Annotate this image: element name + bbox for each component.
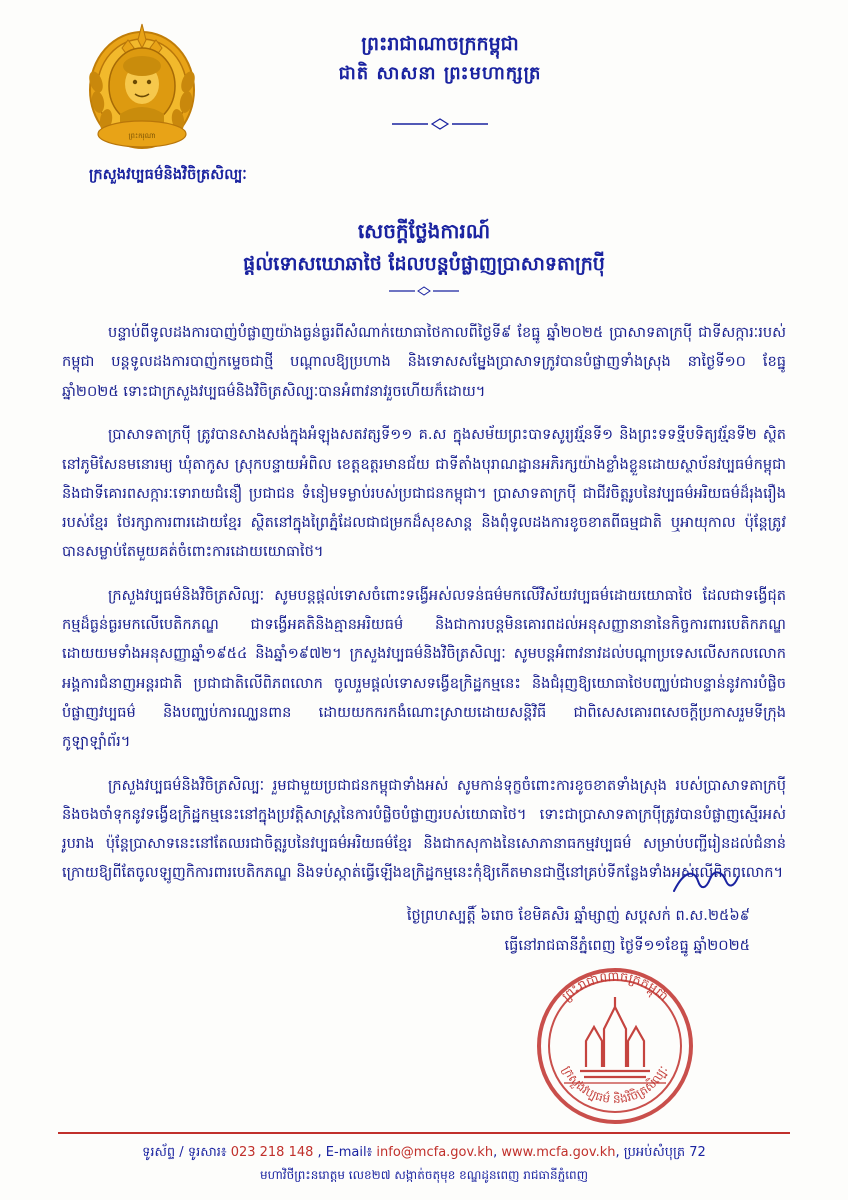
footer-pobox-label: , ប្រអប់សំបុត្រ	[615, 1145, 690, 1161]
footer-phone-label: ទូរស័ព្ទ / ទូរសារ៖	[142, 1145, 231, 1161]
footer-phone-number: 023 218 148	[230, 1145, 314, 1161]
document-title	[0, 214, 848, 296]
handwritten-signature-icon	[670, 865, 740, 899]
footer-sep-1: ,	[493, 1145, 502, 1161]
footer-website-link[interactable]: www.mcfa.gov.kh	[501, 1145, 616, 1161]
ministry-label: ក្រសួងវប្បធម៌និងវិចិត្រសិល្បៈ	[89, 167, 247, 183]
royal-cambodia-emblem-icon	[82, 22, 202, 152]
svg-text:ព្រះរាជាណាចក្រកម្ពុជា: ព្រះរាជាណាចក្រកម្ពុជា	[559, 969, 671, 1005]
footer-contact-line	[0, 1142, 848, 1165]
paragraph-1: បន្ទាប់ពីទូលដងការបាញ់បំផ្លាញយ៉ាងធ្ងន់ធ្ងរពីសំណាក់យោធាថៃកាលពីថ្ងៃទី៩ ខែធ្នូ ឆ្នាំ២០២៥ ប្រាសាទតាក្រប៉ី ជាទីសក្ការៈរបស់កម្ពុជា បន្តទូលដងការបាញ់កម្ទេចជាថ្មី បណ្តាលឱ្យប្រហាង និងទោសសម្ផ្នែងប្រាសាទក្រូវបានបំផ្លាញទាំងស្រុង នាថ្ងៃទី១០ ខែធ្នូ ឆ្នាំ២០២៥ ទោះជាក្រសួងវប្បធម៌និងវិចិត្រសិល្បៈបានអំពាវនាវរួចហើយក៏ដោយ។	[62, 324, 786, 400]
official-round-stamp-icon	[524, 955, 706, 1137]
ornamental-divider-top	[392, 118, 488, 130]
kingdom-line-2: ជាតិ សាសនា ព្រះមហាក្សត្រ	[338, 63, 542, 85]
title-line-2: ផ្តល់ទោសឃោឆាថៃ ដែលបន្តបំផ្លាញប្រាសាទតាក្រប៉ី	[243, 253, 605, 275]
document-body	[62, 318, 786, 887]
title-line-1: សេចក្តីថ្លែងការណ៍	[357, 219, 491, 243]
footer-divider	[58, 1132, 790, 1134]
paragraph-2: ប្រាសាទតាក្រប៉ី ត្រូវបានសាងសង់ក្នុងអំឡុងសតវត្សទី១១ គ.ស ក្នុងសម័យព្រះបាទសូរ្យវរ្ម័នទី១ និងព្រះទទទ្មីបទិត្យវរ្ម័នទី២ ស្ថិតនៅភូមិសែនមនោរម្យ ឃុំតាកូស ស្រុកបន្ទាយអំពិល ខេត្តឧត្តរមានជ័យ ជាទីតាំងបុរាណដ្ឋានអភិរក្សយ៉ាងខ្លាំងខ្លួនដោយស្ថាប័នវប្បធម៌កម្ពុជា និងជាទីគោរពសក្ការៈទោរាយជំនឿ ប្រជាជន ទំនៀមទម្លាប់របស់ប្រជាជនកម្ពុជា។ ប្រាសាទតាក្រប៉ី ជាជីវចិត្តរូបនៃវប្បធម៌អរិយធម៌ដ៏រុងរឿងរបស់ខ្មែរ ថែរក្សាការពារដោយខ្មែរ ស្ថិតនៅក្នុងព្រៃភ្នំដែលជាជម្រកដ៏សុខសាន្ត និងពុំទូលដងការខូចខាតពីធម្មជាតិ ឬអាយុកាល ប៉ុន្តែត្រូវបានសម្លាប់តែមួយគត់ចំពោះការដោយយោធាថៃ។	[62, 426, 786, 561]
ornamental-divider-title	[389, 286, 459, 296]
signature-date-line: ថ្ងៃព្រហស្បត្តិ៍ ៦រោច ខែមិគសិរ ឆ្នាំម្សាញ់ សប្តសក់ ព.ស.២៥៦៩	[406, 907, 750, 925]
paragraph-4: ក្រសួងវប្បធម៌និងវិចិត្រសិល្បៈ រួមជាមួយប្រជាជនកម្ពុជាទាំងអស់ សូមកាន់ទុក្ខចំពោះការខូចខាតទាំងស្រុង របស់ប្រាសាទតាក្រប៉ី និងចងចាំទុកនូវទង្វើឧក្រិដ្ឋកម្មនេះនៅក្នុងប្រវត្តិសាស្ត្រនៃការបំផ្លិចបំផ្លាញរបស់យោធាថៃ។ ទោះជាប្រាសាទតាក្រប៉ីត្រូវបានបំផ្លាញស្មើរអស់រូបរាង ប៉ុន្តែប្រាសាទនេះនៅតែឈរជាចិត្តរូបនៃវប្បធម៌អរិយធម៌ខ្មែរ និងជាកសុកាងនៃសោភានាធកម្មវប្បធម៌ សម្រាប់បញ្ជីរៀនដល់ជំនាន់ក្រោយឱ្យពីតែចូលឡូញកិការពារបេតិកភណ្ឌ និងទប់ស្កាត់ធ្វើឡើងឧក្រិដ្ឋកម្មនេះកុំឱ្យកើតមានជាថ្មីនៅគ្រប់ទីកន្លែងទាំងអស់លើពិភពលោក។	[62, 776, 786, 882]
kingdom-line-1: ព្រះរាជាណាចក្រកម្ពុជា	[361, 33, 519, 55]
footer-email-address[interactable]: info@mcfa.gov.kh	[376, 1145, 494, 1161]
svg-text:ព្រះករុណា: ព្រះករុណា	[128, 132, 156, 140]
document-header	[0, 0, 848, 200]
kingdom-heading	[240, 30, 640, 89]
signature-place-line: ធ្វើនៅរាជធានីភ្នំពេញ ថ្ងៃទី១១ខែធ្នូ ឆ្នាំ២០២៥	[504, 936, 750, 954]
signature-block	[62, 901, 786, 959]
svg-text:ក្រសួងវប្បធម៌ និងវិចិត្រសិល្បៈ: ក្រសួងវប្បធម៌ និងវិចិត្រសិល្បៈ	[559, 1063, 671, 1107]
paragraph-3: ក្រសួងវប្បធម៌និងវិចិត្រសិល្បៈ សូមបន្តផ្តល់ទោសចំពោះទង្វើអស់លទន់ធម៌មកលើវិស័យវប្បធម៌ដោយយោធាថៃ ដែលជាទង្វើជុតកម្មដ៏ធ្ងន់ធ្ងរមកលើបេតិកភណ្ឌ ជាទង្វើអគតិនិងគ្មានអរិយធម៌ និងជាការបន្តមិនគោរពដល់អនុសញ្ញានានានៃកិច្ចការពារបេតិកភណ្ឌ ដោយយមទាំងអនុសញ្ញាឆ្នាំ១៩៥៤ និងឆ្នាំ១៩៧២។ ក្រសួងវប្បធម៌និងវិចិត្រសិល្បៈ សូមបន្តអំពាវនាវដល់បណ្តាប្រទេសលើសកលលោក អង្គការជំនាញអន្តរជាតិ ប្រជាជាតិលើពិភពលោក ចូលរួមផ្តល់ទោសទង្វើឧក្រិដ្ឋកម្មនេះ និងជំរុញឱ្យយោធាថៃបញ្ឈប់ជាបន្ទាន់នូវការបំផ្លិចបំផ្លាញវប្បធម៌ និងបញ្ឈប់ការណ្ឈនពាន ដោយយកករកងំណោះស្រាយដោយសន្តិវិធី ជាពិសេសគោរពសេចក្តីប្រកាសរួមទីក្រុងកូឡាឡាំព័រ។	[62, 586, 786, 750]
footer-address-line: មហាវិថីព្រះនរោត្តម លេខ២៧ សង្កាត់ចតុមុខ ខណ្ឌដូនពេញ រាជធានីភ្នំពេញ	[259, 1168, 589, 1182]
footer-email-label: , E-mail៖	[313, 1145, 377, 1161]
footer-pobox-number: 72	[689, 1145, 706, 1161]
document-footer	[0, 1132, 848, 1186]
